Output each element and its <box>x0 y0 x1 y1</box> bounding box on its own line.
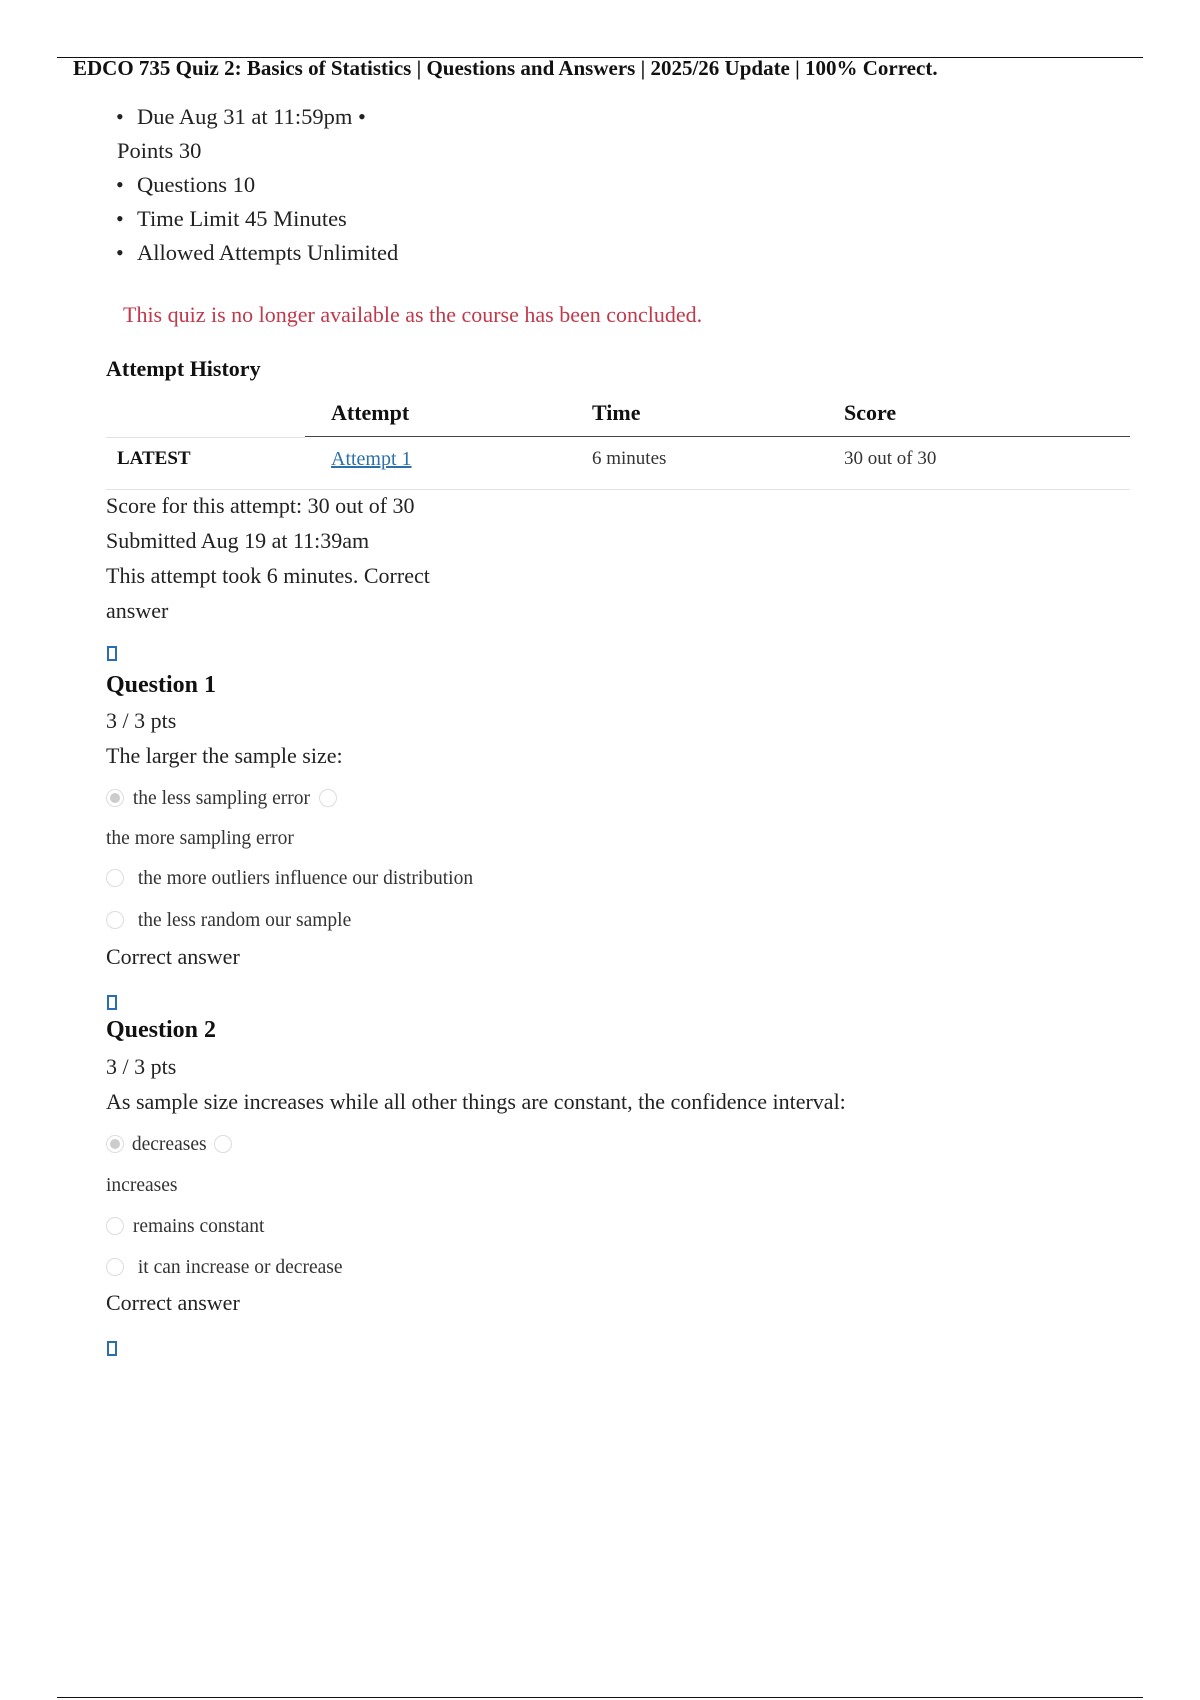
points: Points 30 <box>117 138 202 163</box>
attempt-history-heading: Attempt History <box>106 356 261 381</box>
latest-tag: LATEST <box>117 448 191 469</box>
radio-icon[interactable] <box>214 1135 232 1153</box>
radio-icon[interactable] <box>319 789 337 807</box>
question-2-correct-answer: Correct answer <box>106 1290 240 1315</box>
question-2-option-b[interactable]: increases <box>106 1175 178 1196</box>
due-date: • Due Aug 31 at 11:59pm • <box>117 100 398 134</box>
question-2-option-d[interactable] <box>106 1257 343 1279</box>
header-divider <box>305 436 1130 437</box>
option-label: it can increase or decrease <box>137 1257 343 1278</box>
radio-icon[interactable] <box>106 869 124 887</box>
radio-selected-icon[interactable] <box>106 1135 124 1153</box>
question-1-points: 3 / 3 pts <box>106 708 177 733</box>
question-1-option-a[interactable] <box>106 788 337 810</box>
question-2-title: Question 2 <box>106 1017 217 1043</box>
question-2-points: 3 / 3 pts <box>106 1054 177 1079</box>
attempt-duration: This attempt took 6 minutes. Correct <box>106 563 430 588</box>
flag-question-icon[interactable] <box>107 646 117 661</box>
option-label: the less random our sample <box>137 910 352 931</box>
question-1-option-c[interactable] <box>106 868 473 890</box>
attempt-1-link[interactable]: Attempt 1 <box>331 448 412 470</box>
column-header-score: Score <box>844 400 897 425</box>
option-label: remains constant <box>132 1216 265 1237</box>
row-divider <box>106 437 305 438</box>
question-1-option-d[interactable] <box>106 910 351 932</box>
question-1-title: Question 1 <box>106 672 217 698</box>
question-2-option-c[interactable] <box>106 1216 264 1238</box>
option-label: decreases <box>131 1134 207 1155</box>
question-1-prompt: The larger the sample size: <box>106 743 343 768</box>
question-1-correct-answer: Correct answer <box>106 944 240 969</box>
question-2-prompt: As sample size increases while all other things are constant, the confidence interval: <box>106 1089 846 1114</box>
radio-icon[interactable] <box>106 1217 124 1235</box>
questions-count: • Questions 10 <box>117 168 398 202</box>
column-header-attempt: Attempt <box>331 400 410 425</box>
attempt-time: 6 minutes <box>592 448 667 469</box>
submitted-time: Submitted Aug 19 at 11:39am <box>106 528 370 553</box>
radio-selected-icon[interactable] <box>106 789 124 807</box>
question-2-option-a[interactable] <box>106 1134 232 1156</box>
option-label: the less sampling error <box>132 788 310 809</box>
option-label: the more outliers influence our distribution <box>137 868 474 889</box>
allowed-attempts: • Allowed Attempts Unlimited <box>117 236 398 270</box>
attempt-score-summary: Score for this attempt: 30 out of 30 <box>106 493 415 518</box>
quiz-details <box>117 100 398 270</box>
time-limit: • Time Limit 45 Minutes <box>117 202 398 236</box>
bottom-rule <box>57 1697 1143 1698</box>
attempt-summary <box>106 488 430 628</box>
question-1-option-b[interactable]: the more sampling error <box>106 828 294 849</box>
radio-icon[interactable] <box>106 1258 124 1276</box>
attempt-score: 30 out of 30 <box>844 448 937 469</box>
radio-icon[interactable] <box>106 911 124 929</box>
quiz-closed-notice: This quiz is no longer available as the course has been concluded. <box>123 302 703 327</box>
document-title: EDCO 735 Quiz 2: Basics of Statistics | Questions and Answers | 2025/26 Update | 100% Correct. <box>73 56 938 80</box>
flag-question-icon[interactable] <box>107 1341 117 1356</box>
attempt-duration-continued: answer <box>106 598 169 623</box>
flag-question-icon[interactable] <box>107 995 117 1010</box>
column-header-time: Time <box>592 400 641 425</box>
